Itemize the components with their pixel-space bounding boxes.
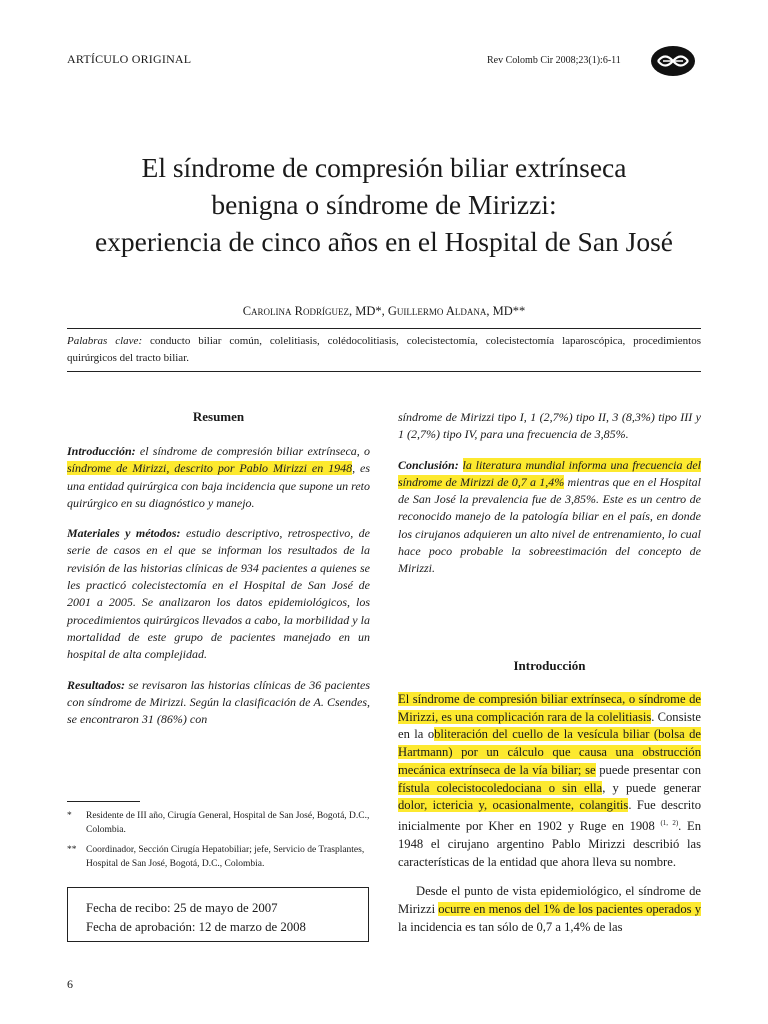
page-number: 6	[67, 977, 73, 991]
abstract-intro-lead: Introducción:	[67, 444, 136, 458]
body-text: . En 1948 el cirujano argentino Pablo Mirizzi describió las características de la entidad que ahora lleva su nombre.	[398, 819, 701, 869]
approved-date: Fecha de aprobación: 12 de marzo de 2008	[86, 919, 306, 934]
abstract-results-continued: síndrome de Mirizzi tipo I, 1 (2,7%) tipo II, 3 (8,3%) tipo III y 1 (2,7%) tipo IV, para una frecuencia de 3,85%.	[398, 410, 701, 442]
section-label: ARTÍCULO ORIGINAL	[67, 52, 192, 66]
highlight: la literatura mundial informa una frecuencia del síndrome de Mirizzi de 0,7 a 1,4%	[398, 457, 702, 489]
author-2-name: Guillermo Aldana	[387, 304, 487, 318]
footnote-mark: **	[67, 845, 77, 855]
footnote	[67, 843, 370, 871]
introduction-heading: Introducción	[513, 658, 586, 673]
body-text: . Fue descrito inicialmente por Kher en 1902 y Ruge en 1908	[398, 798, 701, 834]
abstract-conclusion-text-1	[459, 458, 463, 472]
body-text: Desde el punto de vista epidemiológico, el síndrome de Mirizzi	[398, 884, 701, 916]
abstract-results-text: se revisaron las historias clínicas de 36 pacientes con síndrome de Mirizzi. Según la clasificación de A. Csendes, se encontraron 31 (86%) con	[67, 677, 370, 727]
introduction-body	[398, 691, 701, 936]
abstract-intro-text-2: , es una entidad quirúrgica con baja incidencia que supone un reto quirúrgico en su diagnóstico y manejo.	[67, 461, 370, 510]
introduction-paragraph-1	[398, 691, 701, 871]
body-text: , y puede generar	[602, 780, 701, 795]
article-title	[40, 149, 728, 260]
abstract-intro-text-1: el síndrome de compresión biliar extrínseca, o	[135, 444, 370, 458]
abstract-conclusion	[398, 457, 701, 578]
dates-box	[67, 887, 369, 942]
abstract-intro	[67, 443, 370, 512]
body-text: puede presentar con	[595, 762, 701, 777]
abstract-methods-lead: Materiales y métodos:	[67, 526, 181, 541]
abstract-right	[398, 409, 701, 591]
highlight: síndrome de Mirizzi, descrito por Pablo Mirizzi en 1948	[67, 461, 353, 476]
highlight: El síndrome de compresión biliar extrínseca, o síndrome de Mirizzi, es una complicación rara de la colelitiasis	[398, 692, 701, 724]
introduction-paragraph-2	[398, 883, 701, 936]
keywords	[67, 333, 701, 366]
keywords-label: Palabras clave:	[67, 335, 143, 347]
highlight: fístula colecistocoledociana o sin ella	[398, 780, 603, 795]
abstract-conclusion-lead: Conclusión:	[398, 457, 459, 472]
body-text: la incidencia es tan sólo de 0,7 a 1,4% de las	[398, 919, 623, 934]
keywords-text: conducto biliar común, colelitiasis, colédocolitiasis, colecistectomía, colecistectomía laparoscópica, procedimientos quirúrgicos del tracto biliar.	[67, 335, 701, 364]
author-1-name: Carolina Rodríguez	[242, 304, 349, 318]
highlight: dolor, ictericia y, ocasionalmente, colangitis	[398, 798, 629, 813]
received-date: Fecha de recibo: 25 de mayo de 2007	[86, 901, 278, 915]
title-line-1: El síndrome de compresión biliar extrínseca	[141, 152, 627, 183]
abstract-methods	[67, 525, 370, 663]
abstract-results-lead: Resultados:	[67, 677, 126, 692]
author-1-suffix: , MD*,	[349, 304, 388, 318]
footnotes	[67, 809, 370, 877]
abstract-results	[67, 677, 370, 729]
abstract-heading: Resumen	[192, 409, 245, 424]
body-text: . Consiste en la o	[398, 709, 701, 742]
author-list	[0, 304, 768, 319]
keywords-bottom-rule	[67, 371, 701, 372]
footnote	[67, 809, 370, 837]
keywords-top-rule	[67, 328, 701, 329]
journal-logo-icon	[649, 44, 697, 78]
footnote-text: Residente de III año, Cirugía General, Hospital de San José, Bogotá, D.C., Colombia.	[86, 811, 370, 835]
highlight: ocurre en menos del 1% de los pacientes operados y	[438, 901, 701, 916]
highlight: bliteración del cuello de la vesícula biliar (bolsa de Hartmann) por un cálculo que causa una obstrucción mecánica extrínseca de la vía biliar; se	[398, 727, 701, 777]
journal-citation: Rev Colomb Cir 2008;23(1):6-11	[487, 55, 621, 66]
title-line-2: benigna o síndrome de Mirizzi:	[211, 189, 557, 220]
reference-citation: (1, 2)	[660, 818, 679, 827]
author-2-suffix: , MD**	[486, 304, 526, 318]
abstract-methods-text: estudio descriptivo, retrospectivo, de serie de casos en el que se informan los resultados de la revisión de las historias clínicas de 934 pacientes a quienes se les practicó colecistectomía en el Hospital de San José de 2001 a 2005. Se analizaron los datos epidemiológicos, los procedimientos quirúrgicos llevados a cabo, la morbilidad y la mortalidad de este grupo de pacientes manejado en un hospital de alta complejidad.	[67, 526, 370, 662]
abstract-left	[67, 443, 370, 741]
footnote-rule	[67, 801, 140, 802]
title-line-3: experiencia de cinco años en el Hospital de San José	[94, 226, 674, 257]
footnote-text: Coordinador, Sección Cirugía Hepatobiliar; jefe, Servicio de Trasplantes, Hospital de San José, Bogotá, D.C., Colombia.	[86, 845, 365, 869]
abstract-conclusion-text-2: mientras que en el Hospital de San José la prevalencia fue de 3,85%. Este es un centro de reconocido manejo de la patología biliar en el país, en donde los cirujanos adquieren un alto nivel de entrenamiento, lo cual hace poco probable la sobreestimación del concepto de Mirizzi.	[398, 474, 701, 576]
footnote-mark: *	[67, 811, 72, 821]
